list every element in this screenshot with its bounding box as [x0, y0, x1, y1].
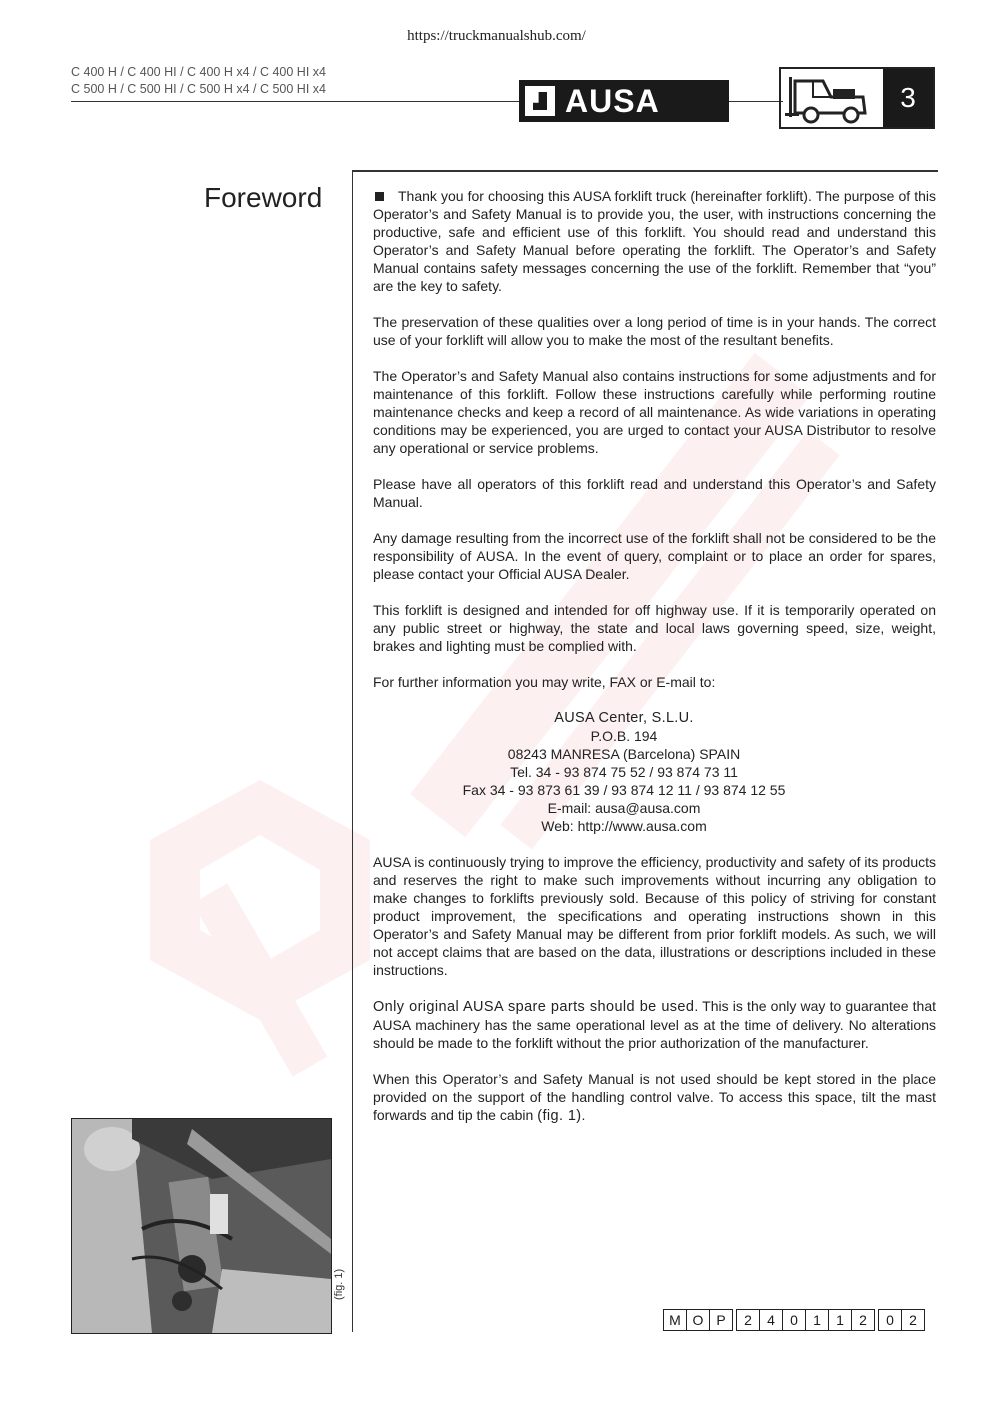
address-tel: Tel. 34 - 93 874 75 52 / 93 874 73 11 [510, 764, 738, 780]
paragraph-operators: Please have all operators of this forklift read and understand this Operator’s and Safety Manual. [373, 476, 936, 510]
document-code [664, 1309, 929, 1331]
storage-text: When this Operator’s and Safety Manual is not used should be kept stored in the place provided on the support of the handling control valve. To access this space, tilt the mast forwards and tip the cabin [373, 1071, 936, 1123]
code-cell: O [686, 1309, 710, 1331]
spare-parts-emphasis: Only original AUSA spare parts should be used [373, 999, 695, 1015]
source-url: https://truckmanualshub.com/ [407, 28, 586, 44]
paragraph-improvement: AUSA is continuously trying to improve the efficiency, productivity and safety of its products and reserves the right to make such improvements without incurring any obligation to make changes to forklifts previously sold. Because of this policy of striving for constant product improvement, the specifications and operating instructions shown in this Operator’s and Safety Manual may be different from prior forklift models. As such, we will not accept claims that are based on the data, illustrations or descriptions included in these instructions. [373, 854, 936, 978]
ausa-logo [519, 80, 729, 122]
paragraph-maintenance: The Operator’s and Safety Manual also contains instructions for some adjustments and for maintenance of this forklift. Follow these instructions carefully while performing routine maintenance checks and keep a record of all maintenance. As wide variations in operating conditions may be experienced, you are urged to contact your AUSA Distributor to resolve any operational or service problems. [373, 368, 936, 456]
paragraph-contact: For further information you may write, FAX or E-mail to: [373, 674, 716, 690]
ausa-logo-mark-icon [525, 86, 555, 116]
address-pobox: P.O.B. 194 [590, 728, 658, 744]
code-cell: 2 [736, 1309, 760, 1331]
code-group [664, 1309, 733, 1331]
figure-1-photo [71, 1118, 332, 1334]
address-fax: Fax 34 - 93 873 61 39 / 93 874 12 11 / 93 874 12 55 [462, 782, 786, 798]
spare-parts-text: . This is the only way to guarantee that AUSA machinery has the same operational level as at the time of delivery. No alterations should be made to the forklift without the prior authorization of the manufacturer. [373, 998, 936, 1051]
chapter-badge [779, 67, 935, 129]
code-cell: 2 [901, 1309, 925, 1331]
paragraph-storage [373, 1070, 936, 1125]
code-cell: 0 [878, 1309, 902, 1331]
code-cell: 1 [828, 1309, 852, 1331]
paragraph-intro [373, 187, 936, 295]
paragraph-intro-text: Thank you for choosing this AUSA forklift truck (hereinafter forklift). The purpose of this Operator’s and Safety Manual is to provide you, the user, with instructions concerning the productive, safe and efficient use of this forklift. You should read and understand this Operator’s and Safety Manual before operating the forklift. The Operator’s and Safety Manual contains safety messages concerning the use of the forklift. Remember that “you” are the key to safety. [373, 188, 936, 294]
forklift-icon [781, 69, 883, 127]
model-line-2: C 500 H / C 500 HI / C 500 H x4 / C 500 HI x4 [71, 82, 326, 96]
figure-1-label: (fig. 1) [333, 1268, 345, 1300]
code-group [737, 1309, 875, 1331]
address-web[interactable]: Web: http://www.ausa.com [541, 818, 707, 834]
paragraph-damage: Any damage resulting from the incorrect use of the forklift shall not be considered to be the responsibility of AUSA. In the event of query, complaint or to place an order for spares, please contact your Official AUSA Dealer. [373, 530, 936, 582]
code-cell: 2 [851, 1309, 875, 1331]
code-cell: M [663, 1309, 687, 1331]
address-city: 08243 MANRESA (Barcelona) SPAIN [507, 746, 741, 762]
code-cell: 4 [759, 1309, 783, 1331]
code-group [879, 1309, 925, 1331]
content-top-rule [352, 170, 938, 172]
paragraph-highway: This forklift is designed and intended for off highway use. If it is temporarily operated on any public street or highway, the state and local laws governing speed, size, weight, brakes and lighting must be complied with. [373, 602, 936, 654]
code-cell: 1 [805, 1309, 829, 1331]
storage-end: . [581, 1107, 586, 1123]
paragraph-spare-parts [373, 997, 936, 1052]
section-title: Foreword [204, 182, 323, 213]
paragraph-preservation: The preservation of these qualities over a long period of time is in your hands. The correct use of your forklift will allow you to make the most of the resultant benefits. [373, 314, 936, 348]
model-line-1: C 400 H / C 400 HI / C 400 H x4 / C 400 HI x4 [71, 65, 326, 79]
address-company: AUSA Center, S.L.U. [554, 710, 694, 726]
page-number: 3 [883, 69, 933, 127]
code-cell: 0 [782, 1309, 806, 1331]
square-bullet-icon [375, 192, 384, 201]
ausa-logo-text: AUSA [565, 82, 660, 119]
contact-address [257, 709, 991, 835]
address-email[interactable]: E-mail: ausa@ausa.com [547, 800, 701, 816]
code-cell: P [709, 1309, 733, 1331]
fig-reference: (fig. 1) [537, 1108, 582, 1124]
foreword-body [373, 187, 936, 1143]
model-list [71, 64, 326, 98]
